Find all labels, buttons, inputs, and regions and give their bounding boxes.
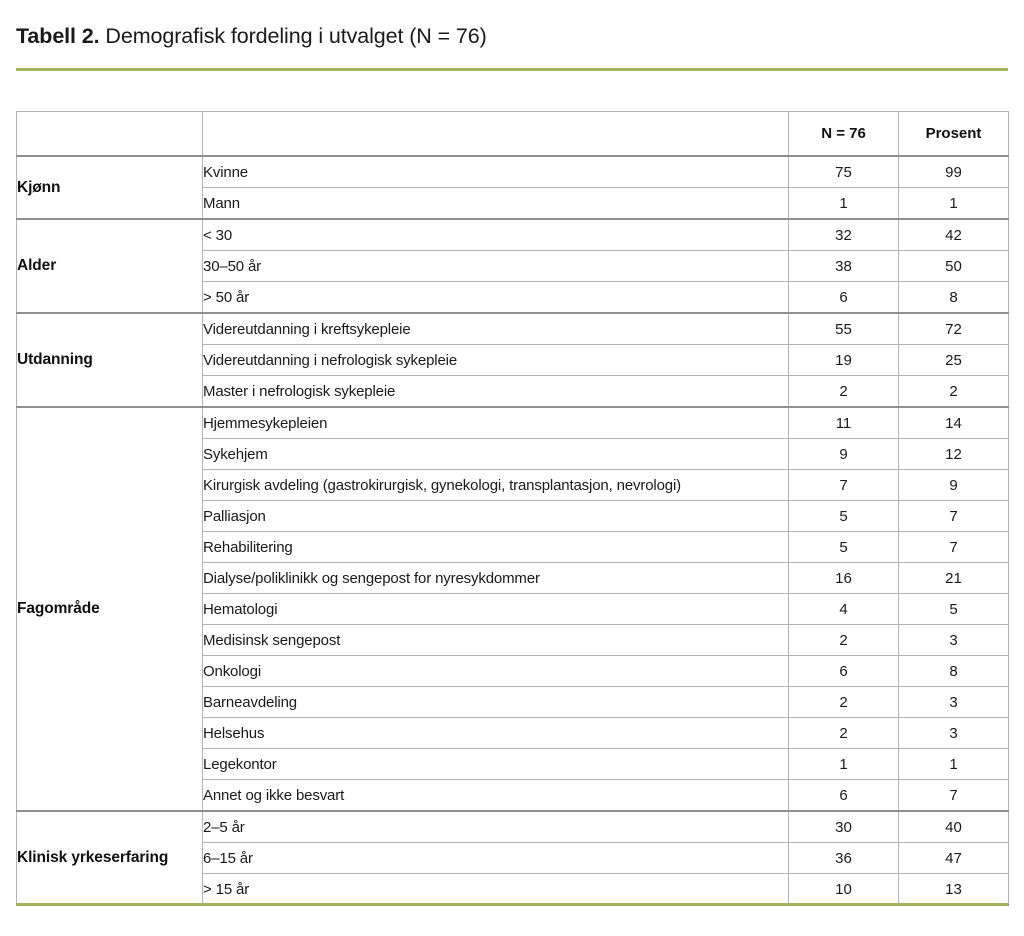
row-n-cell: 16 (789, 563, 899, 594)
row-label-cell: Palliasjon (203, 501, 789, 532)
row-percent-cell: 7 (899, 501, 1009, 532)
row-percent-cell: 3 (899, 687, 1009, 718)
row-n-cell: 4 (789, 594, 899, 625)
row-n-cell: 30 (789, 811, 899, 843)
header-n: N = 76 (789, 112, 899, 157)
demographics-table (16, 111, 1009, 906)
row-label-cell: Master i nefrologisk sykepleie (203, 376, 789, 408)
accent-rule-top (16, 68, 1008, 71)
row-n-cell: 38 (789, 251, 899, 282)
row-percent-cell: 2 (899, 376, 1009, 408)
table-caption-text: Demografisk fordeling i utvalget (N = 76) (99, 24, 487, 48)
row-percent-cell: 7 (899, 532, 1009, 563)
row-label-cell: Onkologi (203, 656, 789, 687)
row-label-cell: Videreutdanning i kreftsykepleie (203, 313, 789, 345)
accent-rule-bottom (16, 903, 1008, 906)
row-label-cell: Helsehus (203, 718, 789, 749)
category-cell: Alder (17, 219, 203, 313)
row-n-cell: 6 (789, 780, 899, 812)
row-n-cell: 2 (789, 687, 899, 718)
row-percent-cell: 14 (899, 407, 1009, 439)
category-cell: Fagområde (17, 407, 203, 811)
row-label-cell: Kirurgisk avdeling (gastrokirurgisk, gynekologi, transplantasjon, nevrologi) (203, 470, 789, 501)
table-header-row (17, 112, 1009, 157)
row-percent-cell: 3 (899, 625, 1009, 656)
row-percent-cell: 50 (899, 251, 1009, 282)
row-n-cell: 7 (789, 470, 899, 501)
row-percent-cell: 7 (899, 780, 1009, 812)
row-n-cell: 11 (789, 407, 899, 439)
row-label-cell: Hematologi (203, 594, 789, 625)
row-label-cell: > 15 år (203, 874, 789, 906)
table-number: Tabell 2. (16, 24, 100, 48)
row-n-cell: 1 (789, 749, 899, 780)
row-n-cell: 32 (789, 219, 899, 251)
row-percent-cell: 3 (899, 718, 1009, 749)
row-percent-cell: 25 (899, 345, 1009, 376)
row-n-cell: 2 (789, 718, 899, 749)
row-n-cell: 2 (789, 376, 899, 408)
row-label-cell: Rehabilitering (203, 532, 789, 563)
demographics-table-container (16, 111, 1008, 906)
row-n-cell: 5 (789, 532, 899, 563)
row-percent-cell: 42 (899, 219, 1009, 251)
row-percent-cell: 9 (899, 470, 1009, 501)
row-n-cell: 5 (789, 501, 899, 532)
row-label-cell: Videreutdanning i nefrologisk sykepleie (203, 345, 789, 376)
row-percent-cell: 12 (899, 439, 1009, 470)
row-label-cell: 6–15 år (203, 843, 789, 874)
row-label-cell: Legekontor (203, 749, 789, 780)
row-percent-cell: 5 (899, 594, 1009, 625)
header-label (203, 112, 789, 157)
row-percent-cell: 72 (899, 313, 1009, 345)
row-label-cell: Mann (203, 188, 789, 220)
table-row (17, 811, 1009, 843)
row-percent-cell: 47 (899, 843, 1009, 874)
row-n-cell: 75 (789, 156, 899, 188)
table-row (17, 313, 1009, 345)
row-percent-cell: 1 (899, 749, 1009, 780)
row-n-cell: 9 (789, 439, 899, 470)
row-n-cell: 55 (789, 313, 899, 345)
row-percent-cell: 8 (899, 656, 1009, 687)
row-percent-cell: 21 (899, 563, 1009, 594)
table-row (17, 219, 1009, 251)
table-body (17, 156, 1009, 905)
row-label-cell: Sykehjem (203, 439, 789, 470)
row-n-cell: 6 (789, 656, 899, 687)
row-percent-cell: 8 (899, 282, 1009, 314)
row-label-cell: < 30 (203, 219, 789, 251)
row-percent-cell: 40 (899, 811, 1009, 843)
row-n-cell: 1 (789, 188, 899, 220)
category-cell: Klinisk yrkeserfaring (17, 811, 203, 905)
category-cell: Kjønn (17, 156, 203, 219)
row-label-cell: Dialyse/poliklinikk og sengepost for nyresykdommer (203, 563, 789, 594)
row-label-cell: Annet og ikke besvart (203, 780, 789, 812)
row-label-cell: Medisinsk sengepost (203, 625, 789, 656)
table-row (17, 156, 1009, 188)
row-n-cell: 2 (789, 625, 899, 656)
row-percent-cell: 99 (899, 156, 1009, 188)
row-n-cell: 19 (789, 345, 899, 376)
category-cell: Utdanning (17, 313, 203, 407)
row-label-cell: 30–50 år (203, 251, 789, 282)
row-label-cell: Kvinne (203, 156, 789, 188)
row-percent-cell: 13 (899, 874, 1009, 906)
table-row (17, 407, 1009, 439)
row-label-cell: Barneavdeling (203, 687, 789, 718)
row-label-cell: 2–5 år (203, 811, 789, 843)
table-head (17, 112, 1009, 157)
row-n-cell: 10 (789, 874, 899, 906)
row-label-cell: Hjemmesykepleien (203, 407, 789, 439)
row-label-cell: > 50 år (203, 282, 789, 314)
header-category (17, 112, 203, 157)
row-percent-cell: 1 (899, 188, 1009, 220)
header-percent: Prosent (899, 112, 1009, 157)
row-n-cell: 6 (789, 282, 899, 314)
row-n-cell: 36 (789, 843, 899, 874)
page-title (16, 22, 487, 50)
